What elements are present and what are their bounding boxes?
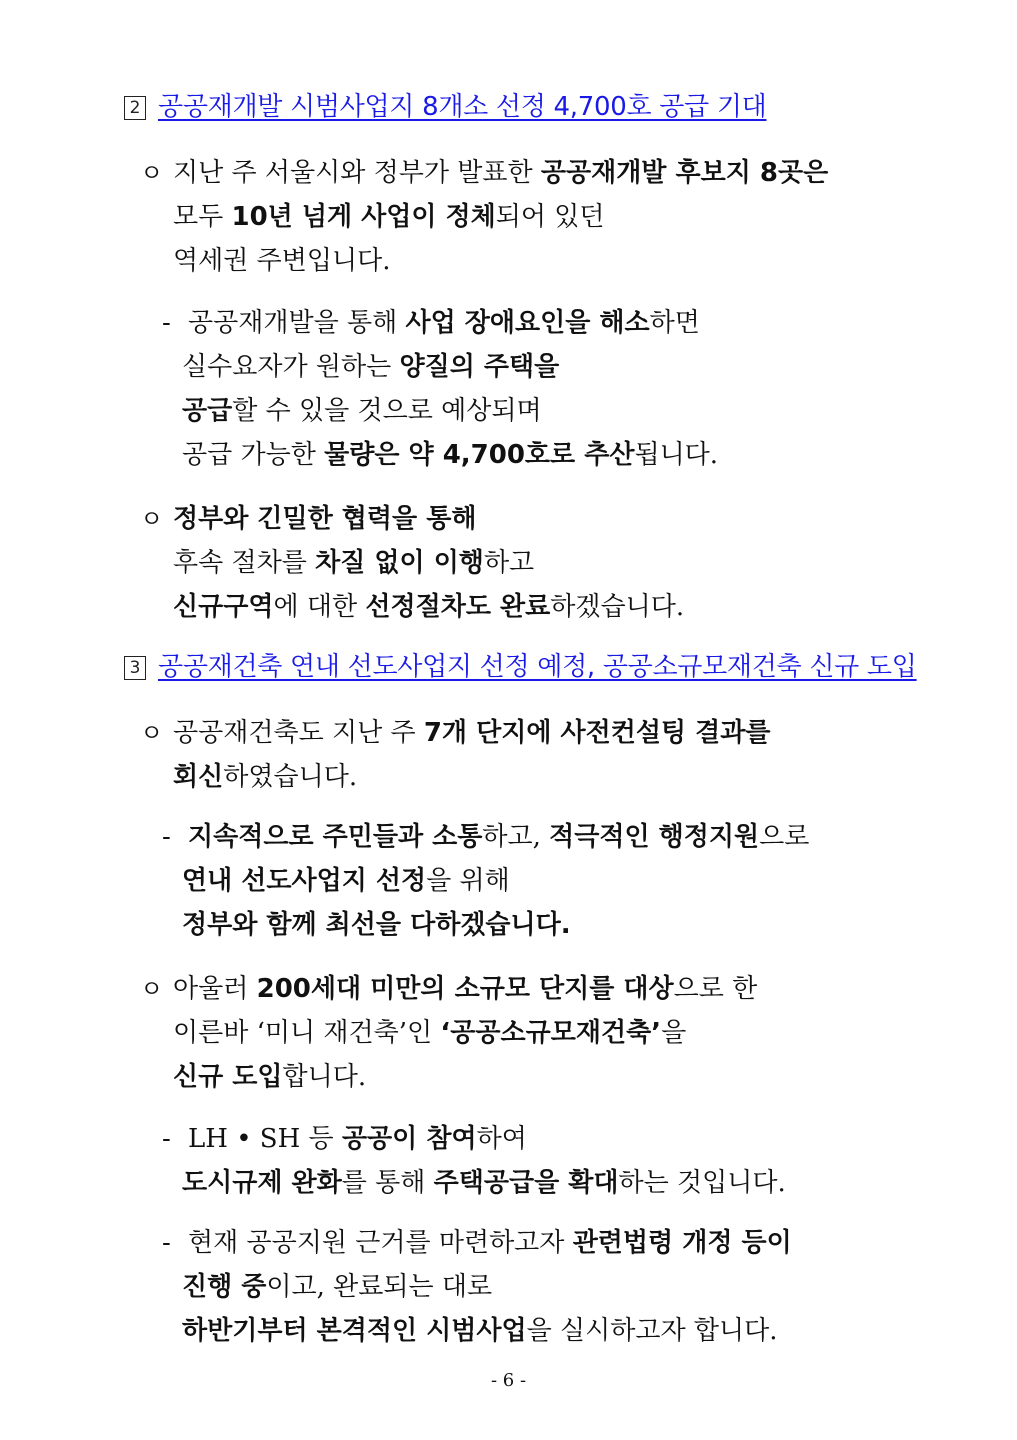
bullet-marker: ㅇ — [140, 159, 164, 187]
section-heading: 공공재건축 연내 선도사업지 선정 예정, 공공소규모재건축 신규 도입 — [158, 652, 917, 682]
bullet-marker: ㅇ — [140, 975, 164, 1003]
section-heading: 공공재개발 시범사업지 8개소 선정 4,700호 공급 기대 — [158, 92, 767, 122]
bullet-marker: ㅇ — [140, 505, 164, 533]
paragraph-line: 지난 주 서울시와 정부가 발표한 공공재개발 후보지 8곳은 — [173, 158, 829, 188]
paragraph-line: 실수요자가 원하는 양질의 주택을 — [182, 352, 560, 382]
paragraph-line: 신규 도입합니다. — [173, 1062, 367, 1092]
dash-marker: - — [162, 308, 171, 338]
paragraph-line: 후속 절차를 차질 없이 이행하고 — [173, 548, 535, 578]
paragraph-line: LH • SH 등 공공이 참여하여 — [188, 1124, 527, 1154]
paragraph-line: 공공재개발을 통해 사업 장애요인을 해소하면 — [188, 308, 700, 338]
paragraph-line: 공급할 수 있을 것으로 예상되며 — [182, 396, 542, 426]
paragraph-line: 역세권 주변입니다. — [173, 246, 391, 276]
dash-marker: - — [162, 822, 171, 852]
dash-marker: - — [162, 1228, 171, 1258]
paragraph-line: 공급 가능한 물량은 약 4,700호로 추산됩니다. — [182, 440, 719, 470]
dash-marker: - — [162, 1124, 171, 1154]
paragraph-line: 하반기부터 본격적인 시범사업을 실시하고자 합니다. — [182, 1316, 778, 1346]
paragraph-line: 연내 선도사업지 선정을 위해 — [182, 866, 510, 896]
paragraph-line: 공공재건축도 지난 주 7개 단지에 사전컨설팅 결과를 — [173, 718, 771, 748]
paragraph-line: 도시규제 완화를 통해 주택공급을 확대하는 것입니다. — [182, 1168, 786, 1198]
paragraph-line: 정부와 함께 최선을 다하겠습니다. — [182, 910, 571, 940]
paragraph-line: 지속적으로 주민들과 소통하고, 적극적인 행정지원으로 — [188, 822, 810, 852]
paragraph-line: 현재 공공지원 근거를 마련하고자 관련법령 개정 등이 — [188, 1228, 792, 1258]
paragraph-line: 진행 중이고, 완료되는 대로 — [182, 1272, 493, 1302]
page-number: - 6 - — [490, 1370, 527, 1391]
bullet-marker: ㅇ — [140, 719, 164, 747]
section-number-box: 3 — [124, 656, 146, 680]
paragraph-line: 신규구역에 대한 선정절차도 완료하겠습니다. — [173, 592, 685, 622]
paragraph-line: 아울러 200세대 미만의 소규모 단지를 대상으로 한 — [173, 974, 758, 1004]
paragraph-line: 이른바 ‘미니 재건축’인 ‘공공소규모재건축’을 — [173, 1018, 687, 1048]
paragraph-line: 모두 10년 넘게 사업이 정체되어 있던 — [173, 202, 605, 232]
paragraph-line: 회신하였습니다. — [173, 762, 358, 792]
paragraph-line: 정부와 긴밀한 협력을 통해 — [173, 504, 477, 534]
section-number-box: 2 — [124, 96, 146, 120]
